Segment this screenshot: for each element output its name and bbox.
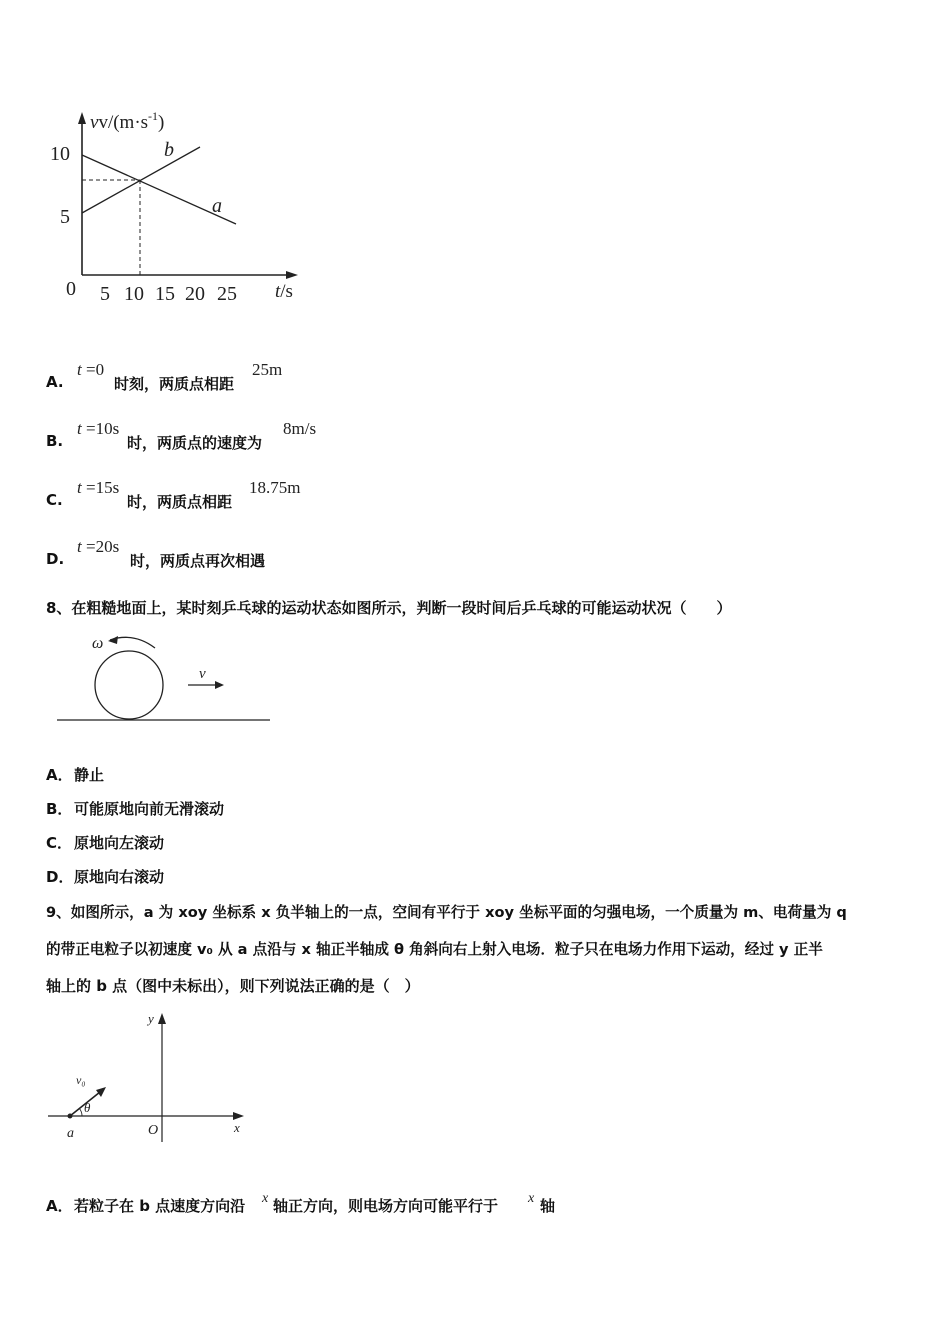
option-math: t =20s bbox=[77, 537, 120, 556]
option-value: 18.75m bbox=[249, 478, 301, 497]
x-axis-arrow bbox=[233, 1112, 244, 1120]
q9-stem-line2: 的带正电粒子以初速度 v₀ 从 a 点沿与 x 轴正半轴成 θ 角斜向右上射入电场．粒子只在电场力作用下运动，经过 y 正半 bbox=[46, 941, 823, 958]
q9-stem-line1: 9、如图所示，a 为 xoy 坐标系 x 负半轴上的一点，空间有平行于 xoy 坐标平面的匀强电场，一个质量为 m、电荷量为 q bbox=[46, 904, 847, 921]
option-text: 原地向左滚动 bbox=[74, 834, 165, 852]
option-text-3: 轴 bbox=[540, 1197, 556, 1215]
option-x-2: x bbox=[528, 1191, 535, 1206]
option-text: 时，两质点再次相遇 bbox=[130, 552, 266, 570]
q8-figure bbox=[52, 628, 277, 728]
option-letter: C. bbox=[46, 491, 63, 509]
x-axis-arrow bbox=[286, 271, 298, 279]
x-label: x bbox=[234, 1120, 240, 1135]
omega-arrowhead bbox=[108, 636, 118, 644]
y-axis-arrow bbox=[78, 112, 86, 124]
option-x-1: x bbox=[262, 1191, 269, 1206]
x-tick-25: 25 bbox=[217, 283, 237, 305]
x-tick-10: 10 bbox=[124, 283, 144, 305]
x-tick-15: 15 bbox=[155, 283, 175, 305]
option-text-2: 轴正方向，则电场方向可能平行于 bbox=[273, 1197, 499, 1215]
omega-label: ω bbox=[92, 635, 104, 652]
q8-stem: 8、在粗糙地面上，某时刻乒乓球的运动状态如图所示，判断一段时间后乒乓球的可能运动状况（ ） bbox=[46, 599, 732, 617]
line-a-label: a bbox=[212, 195, 222, 217]
option-math: t =15s bbox=[77, 478, 120, 497]
theta-label: θ bbox=[84, 1100, 91, 1115]
ball bbox=[95, 651, 163, 719]
option-letter: D. bbox=[46, 550, 65, 568]
velocity-arrowhead bbox=[215, 681, 224, 689]
option-text: 时，两质点的速度为 bbox=[127, 434, 263, 452]
option-letter: B. bbox=[46, 432, 64, 450]
option-letter: A． bbox=[46, 1197, 73, 1215]
x-tick-5: 5 bbox=[100, 283, 110, 305]
v0-arrowhead bbox=[96, 1087, 106, 1097]
option-value: 8m/s bbox=[283, 419, 317, 438]
option-value: 25m bbox=[252, 360, 283, 379]
option-letter: D． bbox=[46, 868, 74, 886]
theta-arc bbox=[79, 1108, 82, 1116]
option-text: 可能原地向前无滑滚动 bbox=[74, 800, 225, 818]
q9-figure bbox=[44, 1008, 254, 1148]
option-text: 时，两质点相距 bbox=[127, 493, 233, 511]
option-text: 时刻，两质点相距 bbox=[114, 375, 235, 393]
x-tick-20: 20 bbox=[185, 283, 205, 305]
x-axis-label: t/s bbox=[275, 281, 293, 302]
origin-label: O bbox=[148, 1123, 159, 1138]
q9-stem-line3: 轴上的 b 点（图中未标出），则下列说法正确的是（ ） bbox=[46, 977, 420, 995]
option-math: t =10s bbox=[77, 419, 120, 438]
y-axis-arrow bbox=[158, 1013, 166, 1024]
vt-graph bbox=[40, 100, 320, 315]
v-label: v bbox=[199, 666, 206, 682]
option-text-1: 若粒子在 b 点速度方向沿 bbox=[74, 1197, 246, 1215]
option-letter: A. bbox=[46, 373, 64, 391]
option-letter: A． bbox=[46, 766, 73, 784]
y-tick-5: 5 bbox=[60, 206, 70, 228]
y-label: y bbox=[148, 1011, 154, 1026]
option-math: t =0 bbox=[77, 360, 105, 379]
origin-label: 0 bbox=[66, 278, 76, 300]
v0-label: v₀ bbox=[76, 1073, 86, 1087]
line-b-label: b bbox=[164, 139, 174, 161]
option-text: 原地向右滚动 bbox=[74, 868, 165, 886]
a-label: a bbox=[67, 1126, 74, 1141]
option-text: 静止 bbox=[74, 766, 105, 784]
y-axis-label: $vv/(m\cdot s^{-1})$ bbox=[90, 109, 165, 133]
y-tick-10: 10 bbox=[50, 143, 70, 165]
option-letter: C． bbox=[46, 834, 73, 852]
option-letter: B． bbox=[46, 800, 73, 818]
